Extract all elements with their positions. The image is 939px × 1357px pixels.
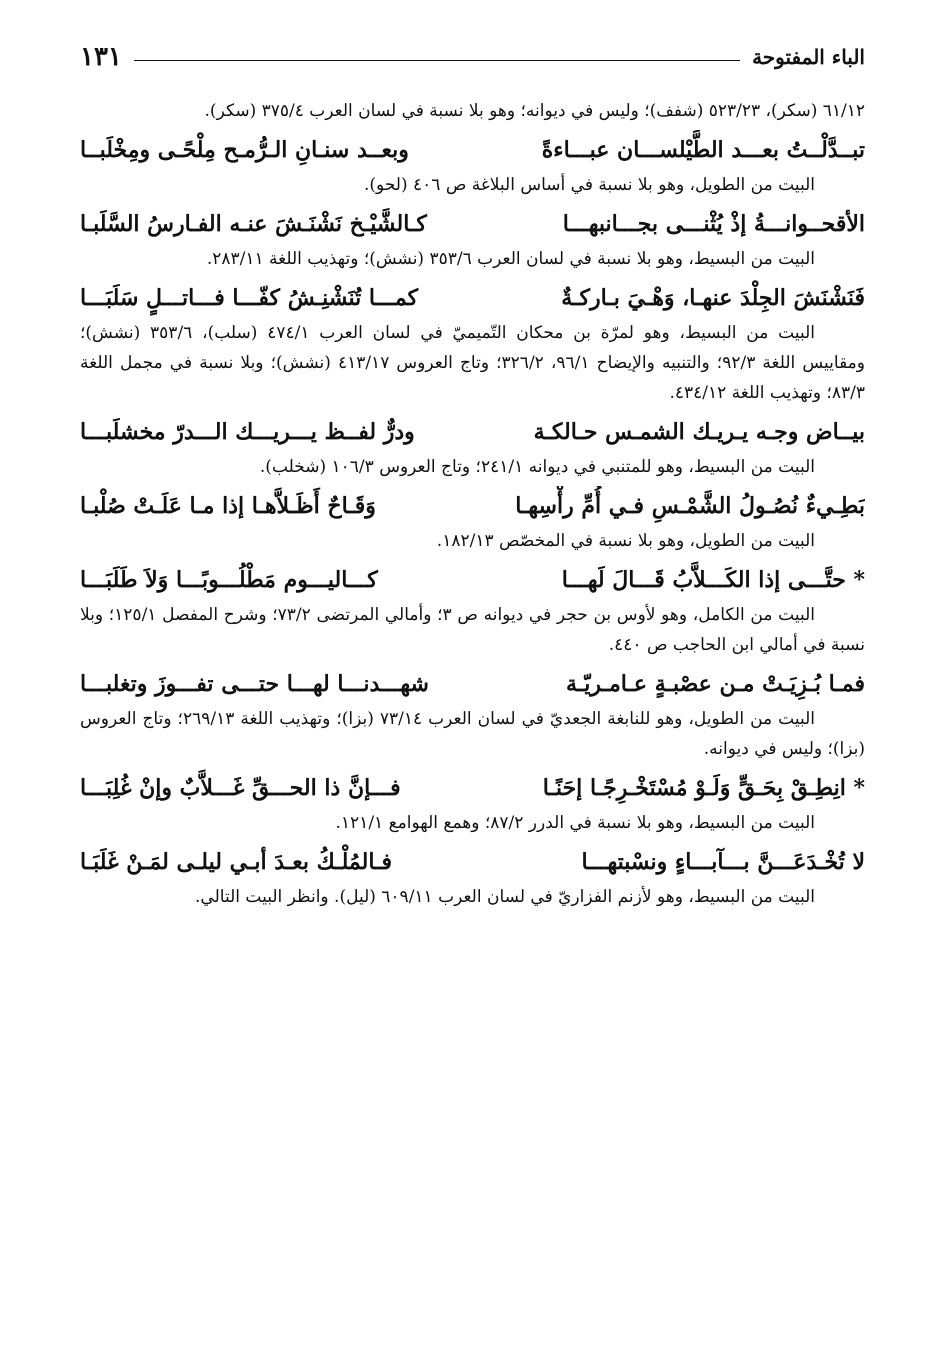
verse-note: البيت من الطويل، وهو بلا نسبة في المخصّص ١٨٢/١٣.	[436, 531, 815, 551]
running-title: الباء المفتوحة	[752, 45, 865, 69]
header-rule	[134, 60, 740, 61]
verse-line	[80, 664, 865, 704]
first-hemistich: فَنَشْنَشَ الجِلْدَ عنهـا، وَهْـيَ بـاركـةٌ	[561, 285, 865, 311]
page-body	[80, 96, 865, 916]
verse-line	[80, 486, 865, 526]
verse-line	[80, 560, 865, 600]
verse-entry	[80, 842, 865, 912]
verse-note: البيت من البسيط، وهو بلا نسبة في لسان العرب ٣٥٣/٦ (نشش)؛ وتهذيب اللغة ٢٨٣/١١.	[206, 249, 815, 269]
verse-entry	[80, 664, 865, 764]
second-hemistich: فـالمُلْـكُ بعـدَ أبـي ليلـى لمَـنْ غَلَبَـا	[80, 849, 392, 875]
verse-note: البيت من البسيط، وهو لمرّة بن محكان التّميميّ في لسان العرب ٤٧٤/١ (سلب)، ٣٥٣/٦ (نشش)؛ ومقاييس اللغة ٩٢/٣؛ والتنبيه والإيضاح ٩٦/١، ٣٢٦/٢؛ وتاج العروس ٤١٣/١٧ (نشش)؛ وبلا نسبة في مجمل اللغة ٨٣/٣؛ وتهذيب اللغة ٤٣٤/١٢.	[80, 323, 865, 403]
second-hemistich: كمـــا تُنَشْنِـشُ كفّـــا فـــاتـــلٍ سَلَبَـــا	[80, 285, 419, 311]
first-hemistich: * حتَّـــى إذا الكَـــلاَّبُ قَـــالَ لَهـــا	[561, 567, 865, 593]
verse-note: البيت من البسيط، وهو للمتنبي في ديوانه ٢٤١/١؛ وتاج العروس ١٠٦/٣ (شخلب).	[259, 457, 815, 477]
verse-line	[80, 768, 865, 808]
verse-line	[80, 204, 865, 244]
verse-note: البيت من الطويل، وهو للنابغة الجعديّ في لسان العرب ٧٣/١٤ (بزا)؛ وتهذيب اللغة ٢٦٩/١٣؛ وتاج العروس (بزا)؛ وليس في ديوانه.	[80, 709, 865, 759]
verse-note: البيت من البسيط، وهو بلا نسبة في الدرر ٨٧/٢؛ وهمع الهوامع ١٢١/١.	[335, 813, 815, 833]
first-hemistich: فمـا بُـزِيَـتْ مـن عصْبـةٍ عـامـريّـة	[566, 671, 865, 697]
verse-note: البيت من الكامل، وهو لأوس بن حجر في ديوانه ص ٣؛ وأمالي المرتضى ٧٣/٢؛ وشرح المفصل ١٢٥/١؛ وبلا نسبة في أمالي ابن الحاجب ص ٤٤٠.	[80, 605, 865, 655]
verse-entry	[80, 486, 865, 556]
verse-line	[80, 278, 865, 318]
verse-note: ٦١/١٢ (سكر)، ٥٢٣/٢٣ (شفف)؛ وليس في ديوانه؛ وهو بلا نسبة في لسان العرب ٣٧٥/٤ (سكر).	[204, 101, 865, 121]
second-hemistich: شهـــدنـــا لهـــا حتـــى تفـــوزَ وتغلبـــا	[80, 671, 429, 697]
second-hemistich: وَقَـاحٌ أَظَـلاَّهـا إذا مـا عَلَـتْ صُلْبـا	[80, 493, 376, 519]
first-hemistich: بَطِـيءٌ نُصُـولُ الشَّمْـسِ فـي أُمِّ رأْسِهـا	[515, 493, 865, 519]
first-hemistich: لا تُخْـدَعَـــنَّ بـــآبـــاءٍ ونسْبتهـــا	[581, 849, 865, 875]
verse-entry	[80, 130, 865, 200]
first-hemistich: بيــاض وجـه يـريـك الشمـس حـالكـة	[533, 419, 865, 445]
second-hemistich: كـالشَّيْـخ نَشْنَـشَ عنـه الفـارسُ السَّلَبـا	[80, 211, 427, 237]
page-header	[80, 40, 865, 74]
verse-entry	[80, 412, 865, 482]
verse-line	[80, 130, 865, 170]
verse-entry	[80, 768, 865, 838]
page-number: ١٣١	[80, 42, 122, 72]
verse-line	[80, 412, 865, 452]
entry-continuation	[80, 96, 865, 126]
verse-entry	[80, 560, 865, 660]
first-hemistich: تبــدَّلْــتُ بعـــد الطَّيْلســـان عبـــاءةً	[541, 137, 865, 163]
verse-note: البيت من الطويل، وهو بلا نسبة في أساس البلاغة ص ٤٠٦ (لحو).	[364, 175, 815, 195]
second-hemistich: وبعــد سنـانِ الـرُّمـح مِلْحًـى ومِخْلَبــا	[80, 137, 409, 163]
first-hemistich: الأقحــوانـــةُ إذْ يُثْنـــى بجـــانبهـــا	[562, 211, 865, 237]
second-hemistich: فـــإنَّ ذا الحـــقِّ غَـــلاَّبٌ وإنْ غُلِبَـــا	[80, 775, 401, 801]
verse-note: البيت من البسيط، وهو لأزنم الفزاريّ في لسان العرب ٦٠٩/١١ (ليل). وانظر البيت التالي.	[195, 887, 815, 907]
verse-line	[80, 842, 865, 882]
second-hemistich: ودرٌّ لفــظ يـــريـــك الـــدرّ مخشلَبـــا	[80, 419, 415, 445]
first-hemistich: * انِطِـقْ بِحَـقٍّ وَلَـوْ مُسْتَخْـرِجًـا إحَنًـا	[542, 775, 865, 801]
verse-entry	[80, 204, 865, 274]
verse-entry	[80, 278, 865, 408]
second-hemistich: كـــاليـــوم مَطْلُـــوبًـــا وَلاَ طَلَبَـــا	[80, 567, 378, 593]
